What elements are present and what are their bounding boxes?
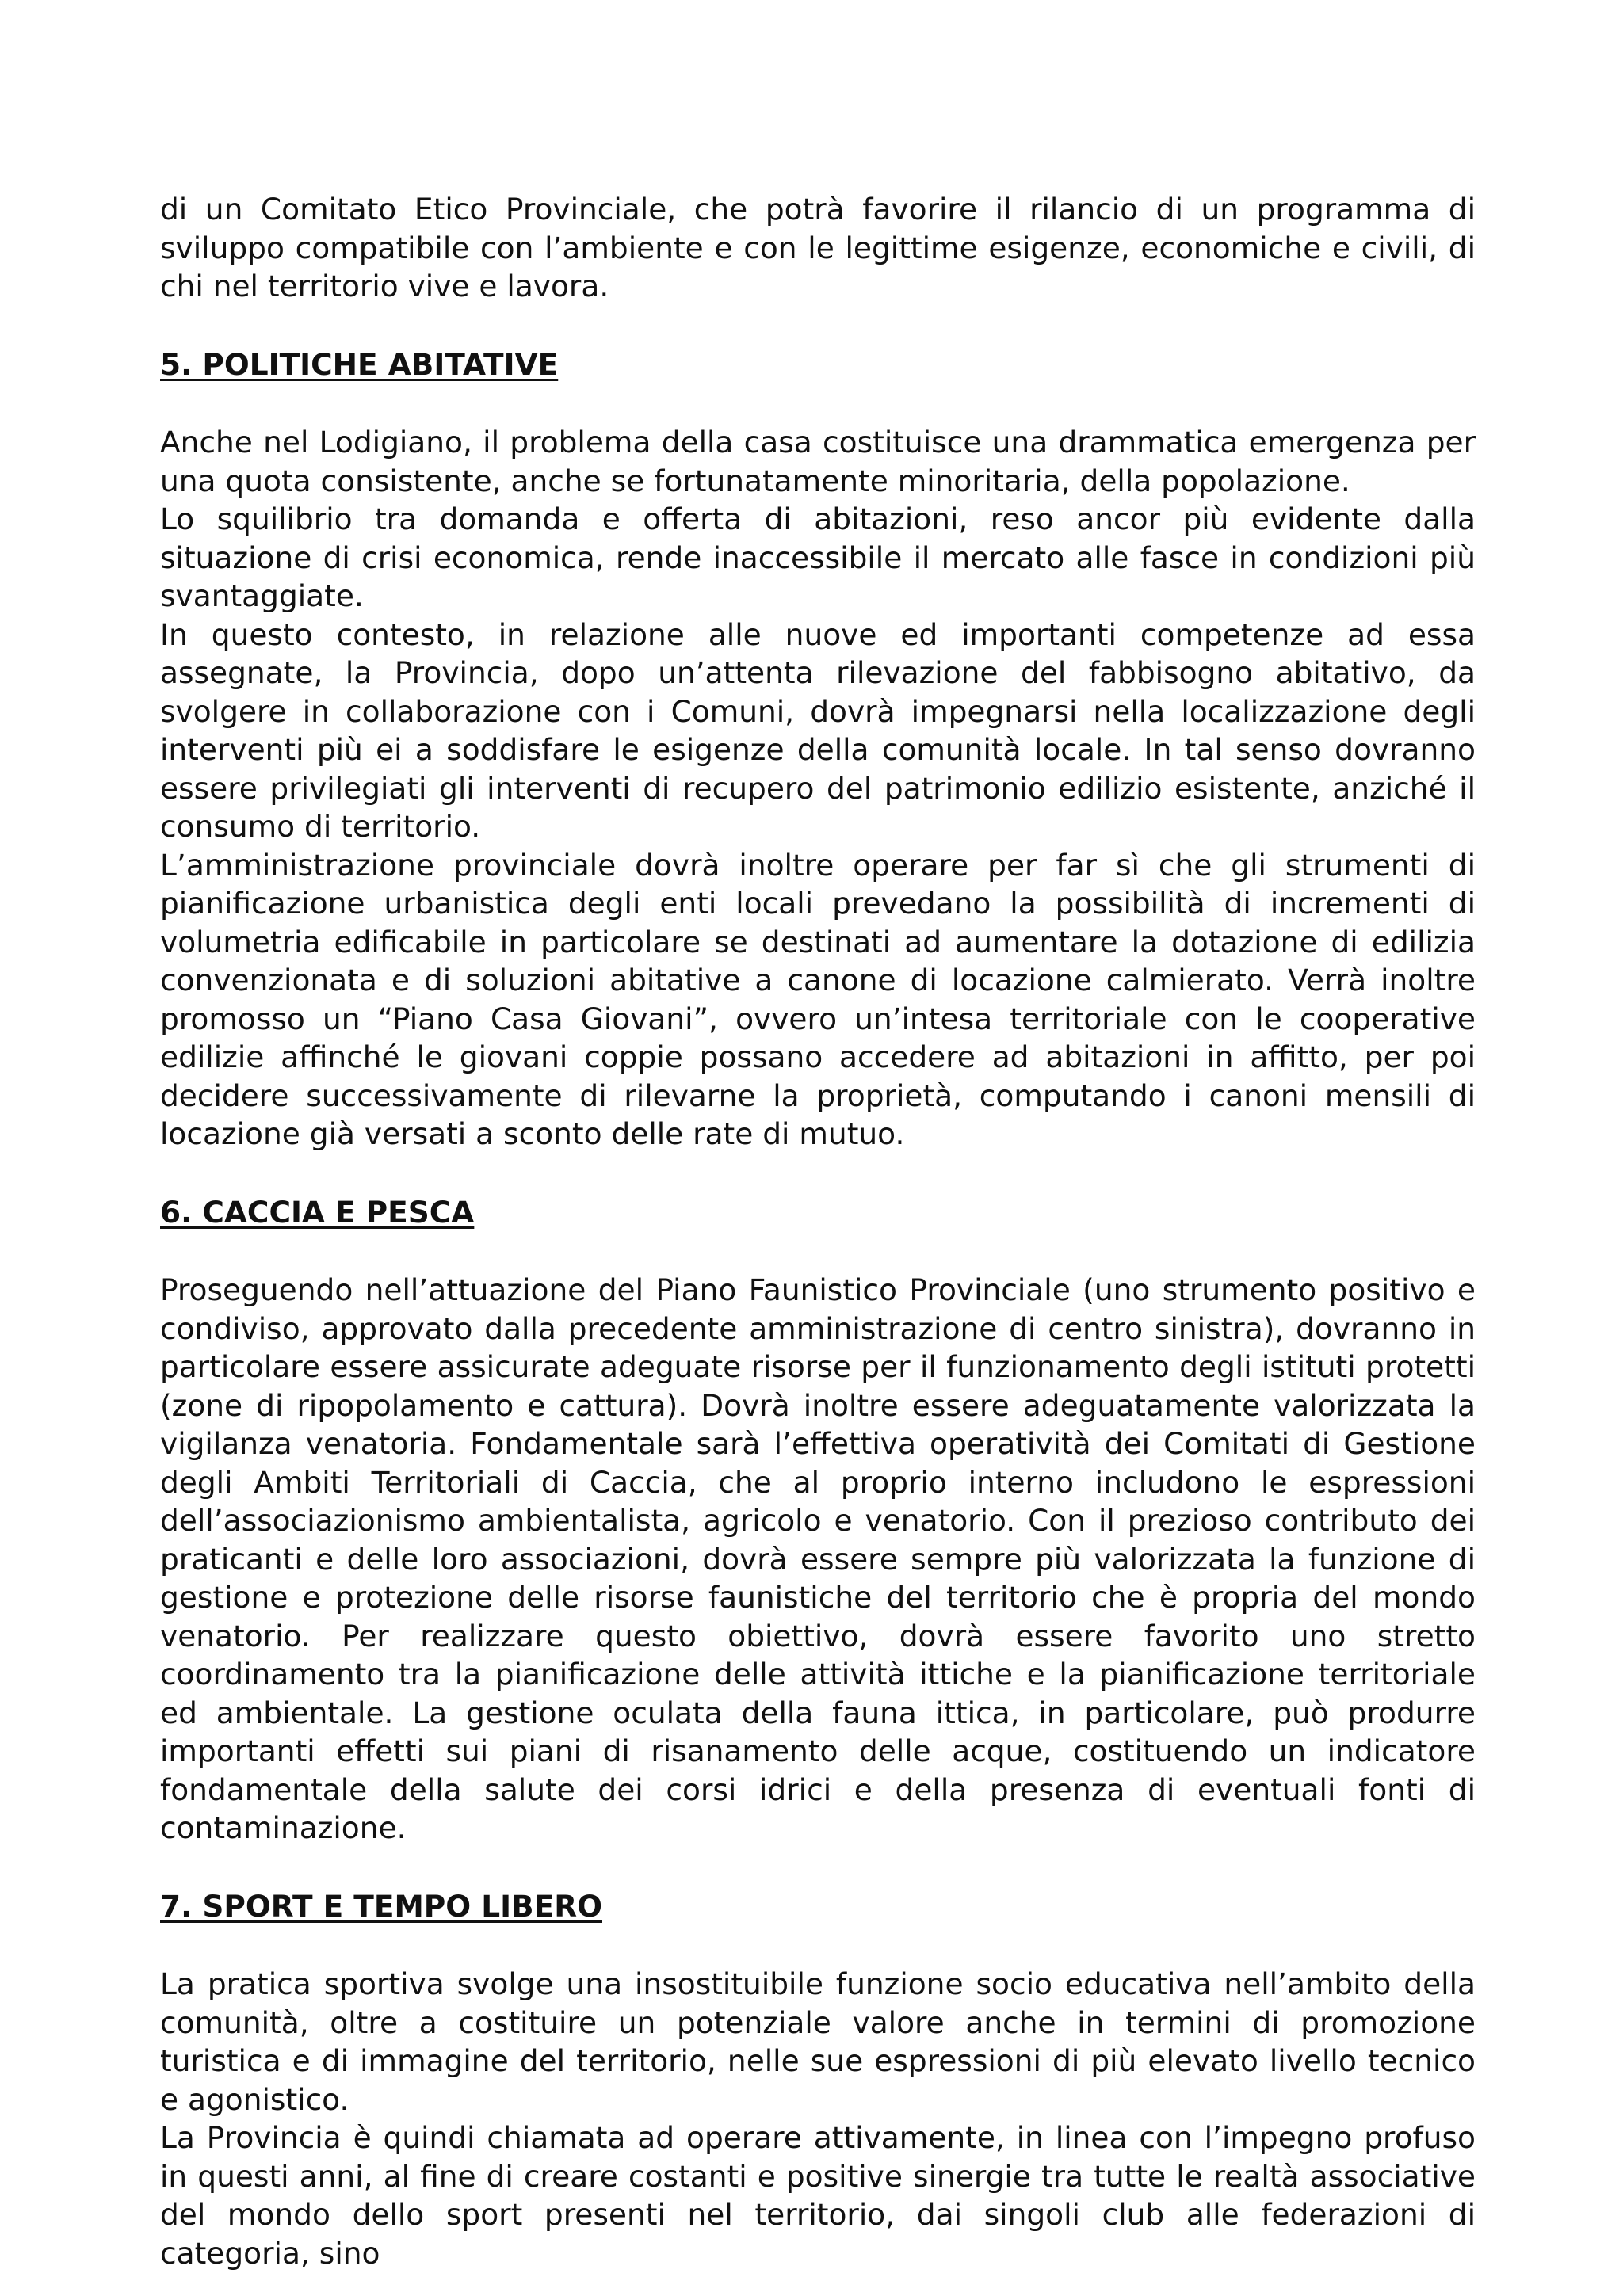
spacer xyxy=(160,306,1476,345)
document-page xyxy=(160,190,1476,2272)
spacer xyxy=(160,1848,1476,1887)
section-heading-caccia-e-pesca: 6. CACCIA E PESCA xyxy=(160,1194,475,1230)
spacer xyxy=(160,1231,1476,1271)
section7-paragraph-2: La Provincia è quindi chiamata ad operare attivamente, in linea con l’impegno profuso in questi anni, al fine di creare costanti e positive sinergie tra tutte le realtà associative del mondo dello sport presenti nel territorio, dai singoli club alle federazioni di categoria, sino xyxy=(160,2120,1476,2271)
spacer xyxy=(160,1925,1476,1965)
spacer xyxy=(160,383,1476,423)
section5-paragraph-4: L’amministrazione provinciale dovrà inoltre operare per far sì che gli strumenti di pianificazione urbanistica degli enti locali prevedano la possibilità di incrementi di volumetria edificabile in particolare se destinati ad aumentare la dotazione di edilizia convenzionata e di soluzioni abitative a canone di locazione calmierato. Verrà inoltre promosso un “Piano Casa Giovani”, ovvero un’intesa territoriale con le cooperative edilizie affinché le giovani coppie possano accedere ad abitazioni in affitto, per poi decidere successivamente di rilevarne la proprietà, computando i canoni mensili di locazione già versati a sconto delle rate di mutuo. xyxy=(160,847,1476,1151)
section7-paragraph-1: La pratica sportiva svolge una insostituibile funzione socio educativa nell’ambito della comunità, oltre a costituire un potenziale valore anche in termini di promozione turistica e di immagine del territorio, nelle sue espressioni di più elevato livello tecnico e agonistico. xyxy=(160,1966,1476,2117)
spacer xyxy=(160,1154,1476,1193)
section5-paragraph-2: Lo squilibrio tra domanda e offerta di abitazioni, reso ancor più evidente dalla situazione di crisi economica, rende inaccessibile il mercato alle fasce in condizioni più svantaggiate. xyxy=(160,502,1476,613)
section-heading-sport-e-tempo-libero: 7. SPORT E TEMPO LIBERO xyxy=(160,1888,602,1924)
section5-paragraph-3: In questo contesto, in relazione alle nuove ed importanti competenze ad essa assegnate, la Provincia, dopo un’attenta rilevazione del fabbisogno abitativo, da svolgere in collaborazione con i Comuni, dovrà impegnarsi nella localizzazione degli interventi più ei a soddisfare le esigenze della comunità locale. In tal senso dovranno essere privilegiati gli interventi di recupero del patrimonio edilizio esistente, anziché il consumo di territorio. xyxy=(160,616,1476,844)
section5-paragraph-1: Anche nel Lodigiano, il problema della casa costituisce una drammatica emergenza per una quota consistente, anche se fortunatamente minoritaria, della popolazione. xyxy=(160,425,1476,498)
intro-paragraph: di un Comitato Etico Provinciale, che potrà favorire il rilancio di un programma di sviluppo compatibile con l’ambiente e con le legittime esigenze, economiche e civili, di chi nel territorio vive e lavora. xyxy=(160,192,1476,303)
section6-paragraph-1: Proseguendo nell’attuazione del Piano Faunistico Provinciale (uno strumento positivo e condiviso, approvato dalla precedente amministrazione di centro sinistra), dovranno in particolare essere assicurate adeguate risorse per il funzionamento degli istituti protetti (zone di ripopolamento e cattura). Dovrà inoltre essere adeguatamente valorizzata la vigilanza venatoria. Fondamentale sarà l’effettiva operatività dei Comitati di Gestione degli Ambiti Territoriali di Caccia, che al proprio interno includono le espressioni dell’associazionismo ambientalista, agricolo e venatorio. Con il prezioso contributo dei praticanti e delle loro associazioni, dovrà essere sempre più valorizzata la funzione di gestione e protezione delle risorse faunistiche del territorio che è propria del mondo venatorio. Per realizzare questo obiettivo, dovrà essere favorito uno stretto coordinamento tra la pianificazione delle attività ittiche e la pianificazione territoriale ed ambientale. La gestione oculata della fauna ittica, in particolare, può produrre importanti effetti sui piani di risanamento delle acque, costituendo un indicatore fondamentale della salute dei corsi idrici e della presenza di eventuali fonti di contaminazione. xyxy=(160,1272,1476,1845)
section-heading-politiche-abitative: 5. POLITICHE ABITATIVE xyxy=(160,346,559,382)
